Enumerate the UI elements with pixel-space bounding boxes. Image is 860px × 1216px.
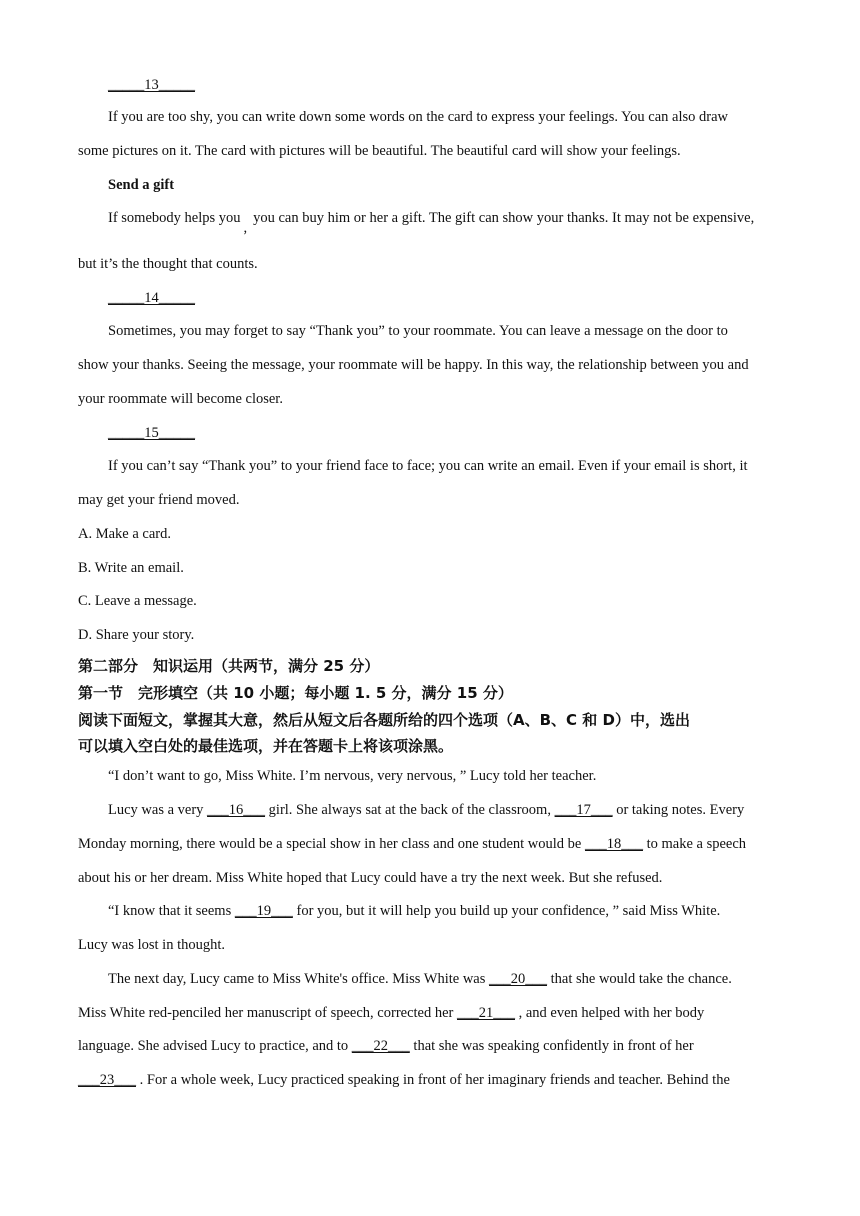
text-fragment: or taking notes. Every [612, 802, 745, 818]
part-heading: 第二部分 知识运用（共两节，满分 25 分） [78, 657, 380, 675]
text-fragment: Miss White red-penciled her manuscript of speech, corrected her [78, 1005, 457, 1021]
option-b: B. Write an email. [78, 560, 184, 576]
paragraph-line: If you can’t say “Thank you” to your friend face to face; you can write an email. Even if your email is short, it [108, 458, 748, 474]
instructions-line: 阅读下面短文，掌握其大意，然后从短文后各题所给的四个选项（A、B、C 和 D）中，选出 [78, 711, 690, 729]
section-heading: 第一节 完形填空（共 10 小题；每小题 1. 5 分，满分 15 分） [78, 684, 513, 702]
text-fragment: If somebody helps you [108, 210, 241, 226]
text-fragment: to make a speech [642, 836, 747, 852]
paragraph-line [78, 1072, 730, 1089]
option-d: D. Share your story. [78, 627, 195, 643]
paragraph-line [108, 971, 732, 988]
text-fragment: girl. She always sat at the back of the classroom, [265, 802, 555, 818]
answer-blank-15: _____15_____ [108, 425, 195, 441]
cloze-blank-20: ___20___ [489, 971, 548, 987]
text-fragment: The next day, Lucy came to Miss White's office. Miss White was [108, 971, 490, 987]
paragraph-line: may get your friend moved. [78, 492, 240, 508]
text-fragment: , and even helped with her body [515, 1005, 705, 1021]
text-fragment: . For a whole week, Lucy practiced speaking in front of her imaginary friends and teacher. Behind the [136, 1072, 730, 1088]
paragraph-line [78, 1005, 704, 1022]
text-fragment: Monday morning, there would be a special show in her class and one student would be [78, 836, 585, 852]
cloze-blank-18: ___18___ [584, 836, 643, 852]
option-a: A. Make a card. [78, 526, 171, 542]
paragraph-line [108, 802, 744, 819]
paragraph-line [78, 1038, 694, 1055]
text-fragment: for you, but it will help you build up your confidence, ” said Miss White. [292, 903, 721, 919]
text-fragment: Lucy was a very [108, 802, 208, 818]
option-c: C. Leave a message. [78, 593, 197, 609]
text-fragment: language. She advised Lucy to practice, and to [78, 1038, 352, 1054]
paragraph-line [108, 210, 755, 236]
paragraph-line: show your thanks. Seeing the message, your roommate will be happy. In this way, the relationship between you and [78, 357, 749, 373]
cloze-blank-21: ___21___ [457, 1005, 515, 1021]
answer-blank-13: _____13_____ [108, 77, 195, 93]
comma-mark: , [243, 220, 248, 236]
answer-blank-14: _____14_____ [108, 290, 195, 306]
paragraph-line: Lucy was lost in thought. [78, 937, 226, 953]
paragraph-line [78, 836, 746, 853]
cloze-blank-23: ___23___ [78, 1072, 136, 1088]
paragraph-line: “I don’t want to go, Miss White. I’m nervous, very nervous, ” Lucy told her teacher. [108, 768, 597, 784]
text-fragment: that she was speaking confidently in front of her [409, 1038, 694, 1054]
paragraph-line: If you are too shy, you can write down some words on the card to express your feelings. You can also draw [108, 109, 729, 125]
paragraph-line: but it’s the thought that counts. [78, 256, 258, 272]
cloze-blank-16: ___16___ [207, 802, 266, 818]
text-fragment: “I know that it seems [108, 903, 235, 919]
text-fragment: you can buy him or her a gift. The gift can show your thanks. It may not be expensive, [253, 210, 755, 226]
paragraph-line: Sometimes, you may forget to say “Thank you” to your roommate. You can leave a message on the door to [108, 323, 728, 339]
cloze-blank-17: ___17___ [554, 802, 613, 818]
paragraph-line: your roommate will become closer. [78, 391, 283, 407]
section-heading-send-gift: Send a gift [108, 177, 175, 193]
cloze-blank-22: ___22___ [351, 1038, 410, 1054]
cloze-blank-19: ___19___ [234, 903, 293, 919]
paragraph-line [108, 903, 720, 920]
paragraph-line: some pictures on it. The card with pictures will be beautiful. The beautiful card will show your feelings. [78, 143, 681, 159]
instructions-line: 可以填入空白处的最佳选项，并在答题卡上将该项涂黑。 [78, 737, 454, 755]
text-fragment: that she would take the chance. [547, 971, 732, 987]
paragraph-line: about his or her dream. Miss White hoped that Lucy could have a try the next week. But she refused. [78, 870, 663, 886]
